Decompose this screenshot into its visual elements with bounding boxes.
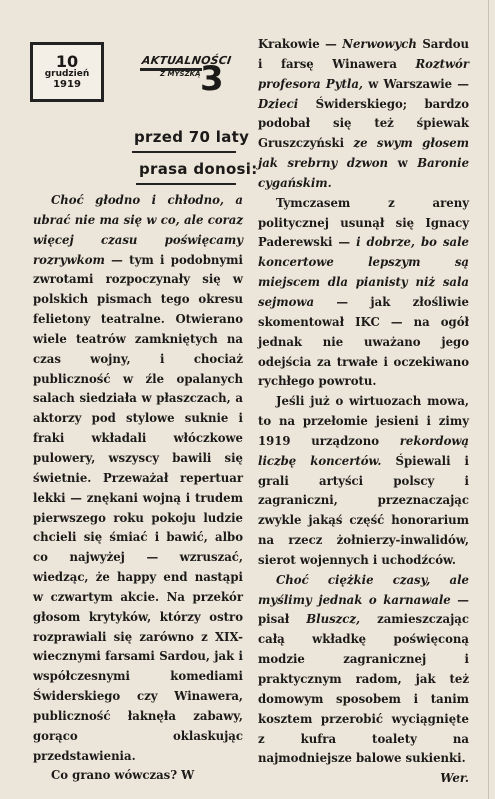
right-column — [258, 35, 469, 789]
quote-italic: Choć głodno i chłodno, a ubrać nie ma się w co, ale coraz więcej czasu poświęcamy rozrywkom — [33, 193, 243, 267]
left-column — [33, 191, 243, 786]
text: — pisał — [258, 592, 469, 627]
date-box — [30, 42, 104, 102]
title-italic: Baronie cygańskim. — [258, 156, 470, 190]
title-italic: Roztwór profesora Pytla, — [258, 56, 469, 91]
quote-italic: Choć ciężkie czasy, ale myślimy jednak o karnawale — [258, 572, 469, 607]
logo-line2: Z MYSZKĄ — [160, 70, 201, 78]
text: Krakowie — — [258, 37, 343, 51]
text: Śpiewali i grali artyści polscy i zagraniczni, przeznaczając zwykle jakąś część honorarium na rzecz żołnierzy-inwalidów, sierot wojennych i uchodźców. — [258, 453, 469, 567]
date-day: 10 — [55, 51, 79, 71]
paragraph — [258, 35, 469, 194]
text: Świderskiego; bardzo podobał się też śpiewak Gruszczyński — [258, 96, 469, 151]
text: w Warszawie — — [362, 76, 469, 91]
date-month: grudzień — [44, 69, 90, 80]
quote-italic: ze swym głosem jak srebrny dzwon — [258, 136, 469, 171]
text: Tymczasem z areny politycznej usunął się Ignacy Paderewski — — [258, 195, 469, 250]
text: zamieszczając całą wkładkę poświęconą modzie zagranicznej i praktycznym radom, jak też domowym sposobem i tanim kosztem przerobić wyciągnięte z kufra toalety na najmodniejsze balowe sukienki. — [258, 612, 469, 766]
quote-italic: i dobrze, bo sale koncertowe lepszym są miejscem dla pianisty niż sala sejmowa — [258, 235, 469, 309]
logo-number: 3 — [200, 59, 224, 99]
title-italic: Bluszcz, — [306, 612, 361, 627]
paragraph: Co grano wówczas? W — [51, 768, 195, 783]
text: Jeśli już o wirtuozach mowa, to na przełomie jesieni i zimy 1919 urządzono — [258, 394, 469, 448]
title-italic: Dzieci — [258, 96, 299, 111]
paragraph — [258, 194, 469, 392]
heading-rule — [132, 151, 236, 153]
page-edge-line — [488, 0, 489, 799]
logo-line1: AKTUALNOŚCI — [141, 54, 233, 67]
heading-press-reports: prasa donosi: — [139, 160, 258, 178]
heading-rule — [136, 183, 236, 185]
text: w — [388, 156, 418, 171]
paragraph-text: — tym i podobnymi zwrotami rozpoczynały się w polskich pismach tego okresu felietony teatralne. Otwierano wiele teatrów zamkniętych na czas wojny, i chociaż publiczność w źle opalanych salach siedziała w płaszczach, a aktorzy pod stylowe suknie i fraki wkładali włóczkowe pulowery, wszyscy bawili się świetnie. Przeważał repertuar lekki — znękani wojną i trudem pierwszego roku pokoju ludzie chcieli się śmiać i bawić, albo co najwyżej — wzruszać, wiedząc, że happy end nastąpi w czwartym akcie. Na przekór głosom krytyków, którzy ostro rozprawiali się zarówno z XIX-wiecznymi farsami Sardou, jak i współczesnymi komediami Świderskiego czy Winawera, publiczność łaknęła zabawy, gorąco oklaskując przedstawienia. — [33, 252, 243, 763]
paragraph — [33, 191, 243, 766]
quote-italic: rekordową liczbę koncertów. — [258, 433, 469, 468]
author-signature: Wer. — [440, 771, 469, 786]
heading-before-70-years: przed 70 laty — [134, 128, 250, 146]
text: Sardou i farsę Winawera — [258, 37, 469, 71]
column-logo — [140, 50, 233, 100]
paragraph — [258, 571, 469, 769]
paragraph — [258, 392, 469, 571]
text: — jak złośliwie skomentował IKC — na ogół jednak nie uważano jego odejścia za trwałe i oczekiwano rychłego powrotu. — [258, 294, 469, 389]
date-year: 1919 — [53, 78, 81, 90]
title-italic: Nerwowych — [342, 37, 417, 51]
